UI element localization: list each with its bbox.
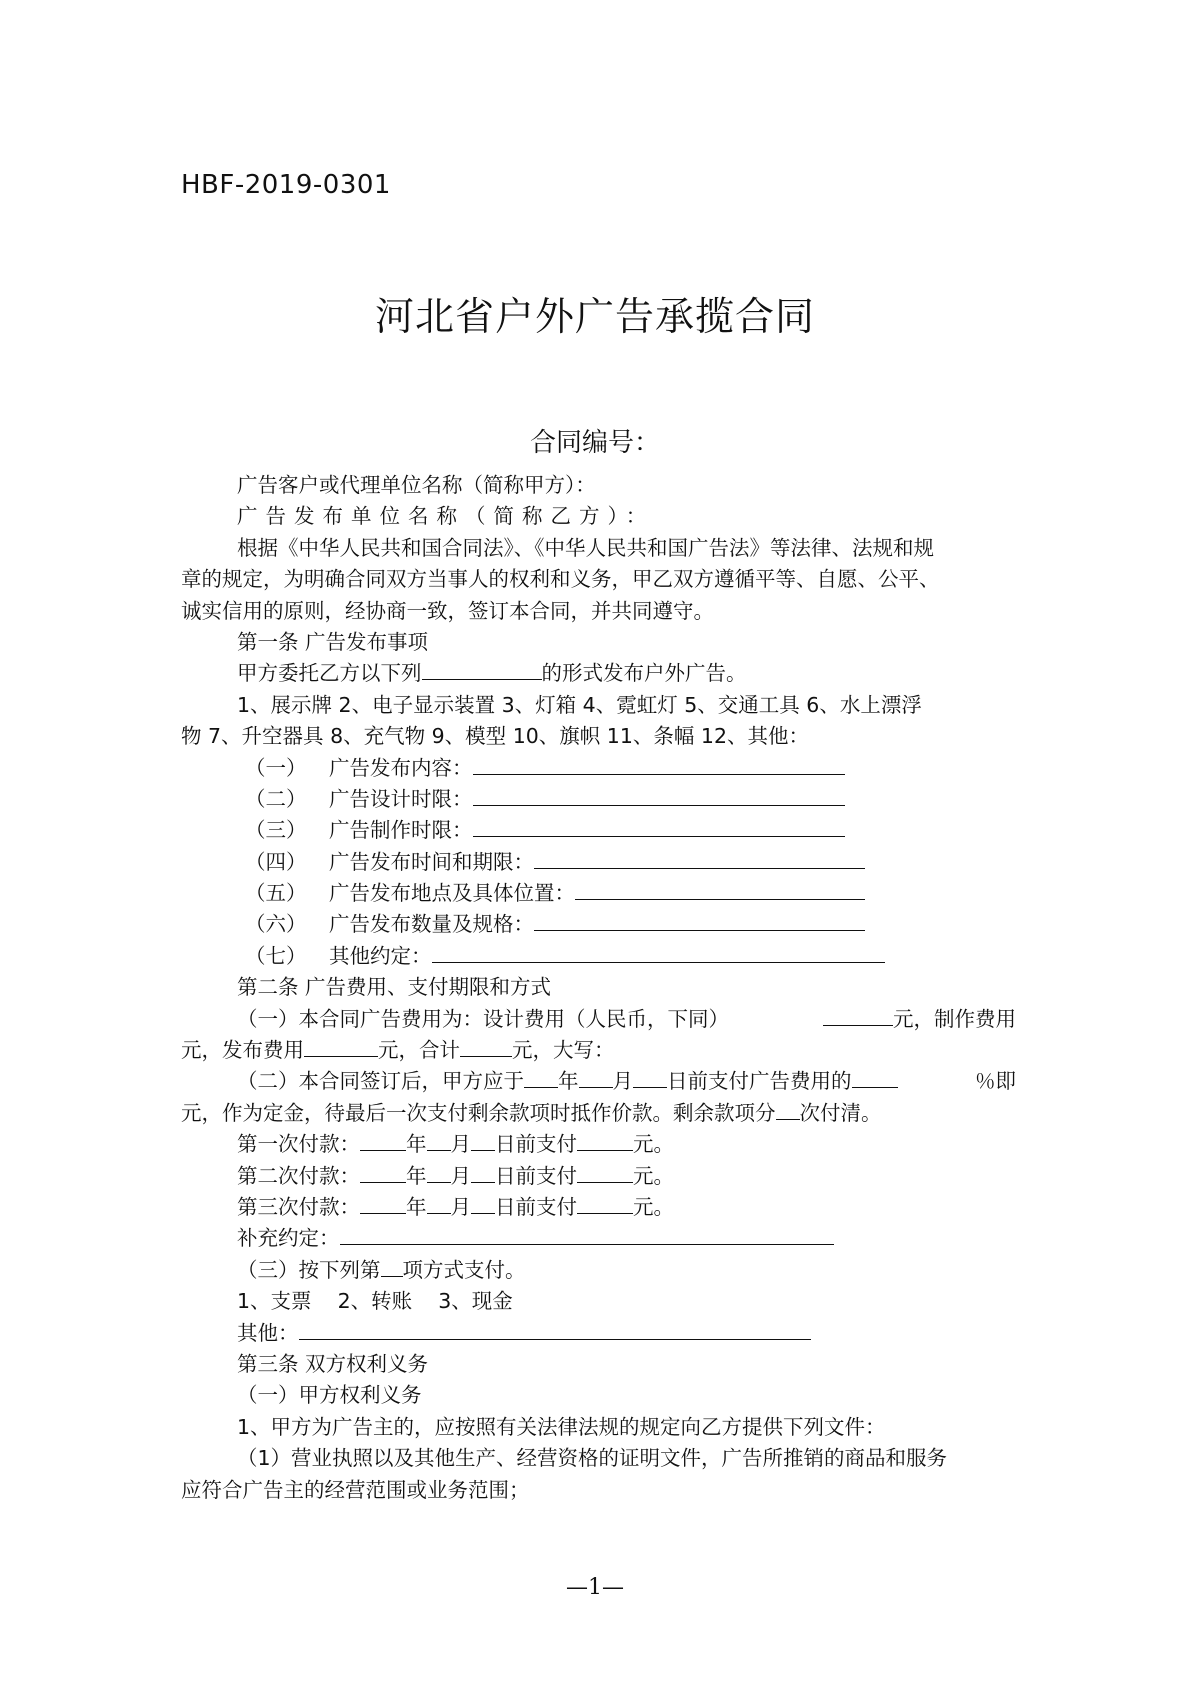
preamble-line-3: 诚实信用的原则，经协商一致，签订本合同，并共同遵守。 [181, 598, 714, 623]
fee-line-2: 元，发布费用 元，合计 元，大写： [181, 1035, 1016, 1066]
payment-line: 第二次付款： 年 月 日前支付 元。 [181, 1161, 1016, 1192]
ad-forms-line-2: 物 7、升空器具 8、充气物 9、模型 10、旗帜 11、条幅 12、其他： [181, 724, 809, 749]
other-blank[interactable] [299, 1318, 811, 1340]
payment-line: 第一次付款： 年 月 日前支付 元。 [181, 1129, 1016, 1160]
year-blank[interactable] [360, 1129, 406, 1151]
list-item: （七） 其他约定： [181, 941, 1016, 972]
fill-blank[interactable] [534, 847, 865, 869]
article-3-heading: 第三条 双方权利义务 [237, 1351, 429, 1376]
article-3-paragraph-1: 1、甲方为广告主的，应按照有关法律法规的规定向乙方提供下列文件： [237, 1414, 886, 1439]
percent-blank[interactable] [852, 1066, 898, 1088]
contract-body [181, 470, 1016, 1506]
method-number-blank[interactable] [381, 1255, 403, 1277]
amount-blank[interactable] [577, 1192, 633, 1214]
amount-blank[interactable] [577, 1129, 633, 1151]
list-item: （五） 广告发布地点及具体位置： [181, 878, 1016, 909]
month-blank[interactable] [427, 1129, 451, 1151]
day-blank[interactable] [471, 1129, 495, 1151]
supplement-line: 补充约定： [181, 1223, 1016, 1254]
article-1-paragraph: 甲方委托乙方以下列 的形式发布户外广告。 [181, 658, 1016, 689]
day-blank[interactable] [633, 1066, 667, 1088]
fill-blank[interactable] [473, 815, 845, 837]
ad-forms-line-1: 1、展示牌 2、电子显示装置 3、灯箱 4、霓虹灯 5、交通工具 6、水上漂浮 [237, 692, 922, 717]
fill-blank[interactable] [473, 753, 845, 775]
fill-blank[interactable] [432, 941, 885, 963]
document-code: HBF-2019-0301 [181, 170, 391, 200]
amount-blank[interactable] [577, 1161, 633, 1183]
list-item: （一） 广告发布内容： [181, 753, 1016, 784]
list-item: （二） 广告设计时限： [181, 784, 1016, 815]
list-item: （三） 广告制作时限： [181, 815, 1016, 846]
deposit-line-2: 元，作为定金，待最后一次支付剩余款项时抵作价款。剩余款项分 次付清。 [181, 1098, 1016, 1129]
month-blank[interactable] [427, 1161, 451, 1183]
supplement-blank[interactable] [340, 1223, 834, 1245]
day-blank[interactable] [471, 1192, 495, 1214]
deposit-line-1: （二）本合同签订后，甲方应于 年 月 日前支付广告费用的 ％即 [181, 1066, 1016, 1097]
other-line: 其他： [181, 1318, 1016, 1349]
total-fee-blank[interactable] [460, 1035, 512, 1057]
page-number: —1— [566, 1575, 624, 1600]
list-item: （六） 广告发布数量及规格： [181, 909, 1016, 940]
contract-number-label: 合同编号： [529, 428, 660, 458]
publish-fee-blank[interactable] [304, 1035, 378, 1057]
fill-blank[interactable] [534, 909, 865, 931]
article-3-paragraph-2-line-2: 应符合广告主的经营范围或业务范围； [181, 1477, 530, 1502]
year-blank[interactable] [524, 1066, 558, 1088]
party-b-line: 广告发布单位名称（简称乙方）： [237, 504, 655, 529]
page-title: 河北省户外广告承揽合同 [374, 295, 815, 340]
payment-method-line: （三）按下列第 项方式支付。 [181, 1255, 1016, 1286]
year-blank[interactable] [360, 1161, 406, 1183]
month-blank[interactable] [579, 1066, 613, 1088]
day-blank[interactable] [471, 1161, 495, 1183]
article-3-subheading: （一）甲方权利义务 [237, 1383, 422, 1408]
installments-blank[interactable] [776, 1098, 800, 1120]
preamble-line-2: 章的规定，为明确合同双方当事人的权利和义务，甲乙双方遵循平等、自愿、公平、 [181, 567, 940, 592]
article-2-heading: 第二条 广告费用、支付期限和方式 [237, 975, 552, 1000]
preamble-line-1: 根据《中华人民共和国合同法》、《中华人民共和国广告法》等法律、法规和规 [237, 535, 934, 560]
ad-form-blank[interactable] [422, 658, 542, 680]
party-a-line: 广告客户或代理单位名称（简称甲方）： [237, 473, 596, 497]
fill-blank[interactable] [473, 784, 845, 806]
article-1-heading: 第一条 广告发布事项 [237, 629, 429, 654]
month-blank[interactable] [427, 1192, 451, 1214]
design-fee-blank[interactable] [823, 1004, 893, 1026]
article-3-paragraph-2-line-1: （1）营业执照以及其他生产、经营资格的证明文件，广告所推销的商品和服务 [237, 1446, 948, 1471]
fee-line-1: （一）本合同广告费用为：设计费用（人民币，下同） 元，制作费用 [181, 1004, 1016, 1035]
year-blank[interactable] [360, 1192, 406, 1214]
list-item: （四） 广告发布时间和期限： [181, 847, 1016, 878]
payment-line: 第三次付款： 年 月 日前支付 元。 [181, 1192, 1016, 1223]
payment-methods: 1、支票 2、转账 3、现金 [237, 1289, 513, 1314]
fill-blank[interactable] [575, 878, 865, 900]
